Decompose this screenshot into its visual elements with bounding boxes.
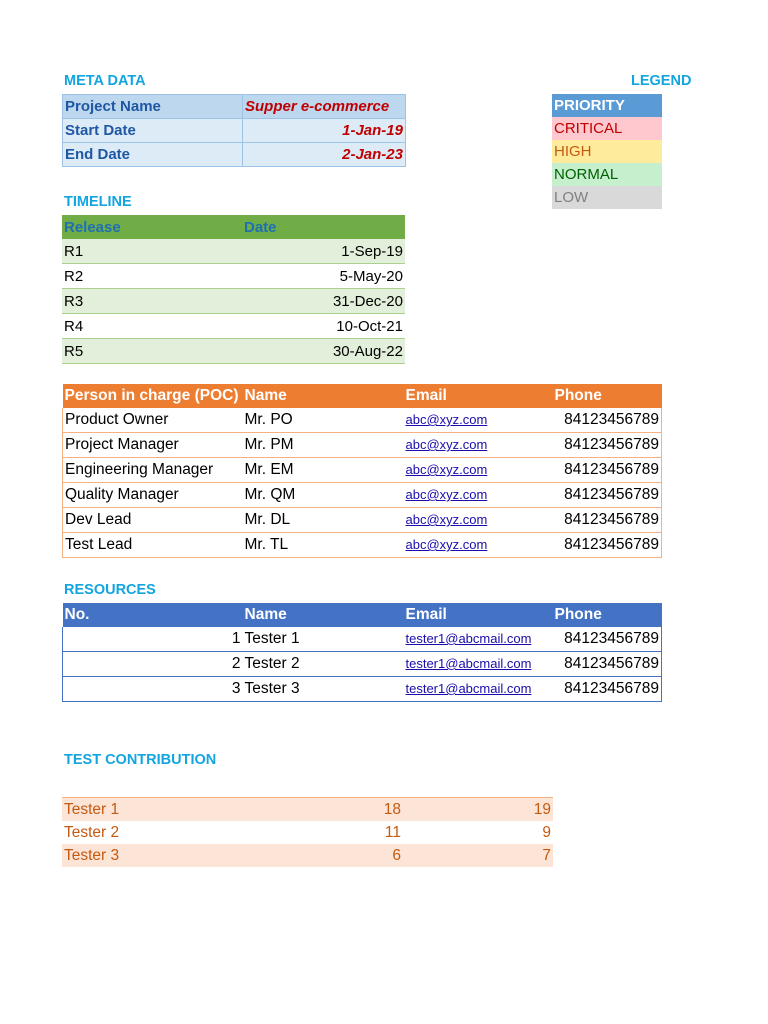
table-row (63, 458, 662, 483)
timeline-header-row (62, 215, 405, 239)
email-cell (404, 508, 553, 533)
email-link[interactable]: abc@xyz.com (405, 412, 488, 427)
release-cell[interactable]: R3 (62, 289, 242, 314)
email-link[interactable]: tester1@abcmail.com (405, 631, 532, 646)
table-row (62, 844, 553, 867)
legend-item-critical[interactable]: CRITICAL (552, 117, 662, 140)
email-cell (404, 408, 553, 433)
email-cell (404, 652, 553, 677)
tester-cell[interactable]: Tester 1 (62, 798, 242, 822)
name-cell[interactable]: Mr. EM (243, 458, 404, 483)
timeline-table (62, 215, 405, 364)
email-link[interactable]: abc@xyz.com (405, 512, 488, 527)
resources-header-email[interactable]: Email (404, 603, 553, 627)
name-cell[interactable]: Tester 1 (243, 627, 404, 652)
email-cell (404, 677, 553, 702)
phone-cell[interactable]: 84123456789 (553, 408, 662, 433)
meta-value[interactable]: 2-Jan-23 (243, 143, 406, 167)
date-cell[interactable]: 30-Aug-22 (242, 339, 405, 364)
table-row (62, 264, 405, 289)
role-cell[interactable]: Dev Lead (63, 508, 243, 533)
meta-row-project-name (63, 95, 406, 119)
table-row (63, 533, 662, 558)
name-cell[interactable]: Mr. QM (243, 483, 404, 508)
meta-label[interactable]: Start Date (63, 119, 243, 143)
resources-header-name[interactable]: Name (243, 603, 404, 627)
table-row (63, 652, 662, 677)
test-contribution-title: TEST CONTRIBUTION (64, 752, 217, 768)
table-row (62, 798, 553, 822)
resources-title: RESOURCES (64, 582, 156, 598)
meta-row-end-date (63, 143, 406, 167)
poc-header-role[interactable]: Person in charge (POC) (63, 384, 243, 408)
name-cell[interactable]: Tester 3 (243, 677, 404, 702)
value-cell[interactable]: 11 (384, 823, 401, 841)
phone-cell[interactable]: 84123456789 (553, 652, 662, 677)
phone-cell[interactable]: 84123456789 (553, 677, 662, 702)
date-cell[interactable]: 5-May-20 (242, 264, 405, 289)
name-cell[interactable]: Mr. PM (243, 433, 404, 458)
table-row (63, 627, 662, 652)
poc-table (62, 384, 662, 558)
timeline-title: TIMELINE (64, 194, 132, 210)
name-cell[interactable]: Mr. TL (243, 533, 404, 558)
test-contribution-table (62, 797, 553, 867)
email-link[interactable]: tester1@abcmail.com (405, 656, 532, 671)
table-row (62, 314, 405, 339)
meta-row-start-date (63, 119, 406, 143)
legend-item-normal[interactable]: NORMAL (552, 163, 662, 186)
email-link[interactable]: abc@xyz.com (405, 437, 488, 452)
value-cell[interactable]: 7 (403, 844, 553, 867)
email-link[interactable]: abc@xyz.com (405, 462, 488, 477)
phone-cell[interactable]: 84123456789 (553, 533, 662, 558)
poc-header-phone[interactable]: Phone (553, 384, 662, 408)
meta-data-title: META DATA (64, 73, 146, 89)
release-cell[interactable]: R5 (62, 339, 242, 364)
table-row (62, 239, 405, 264)
legend-title: LEGEND (631, 73, 692, 89)
tester-cell[interactable]: Tester 3 (62, 844, 242, 867)
email-link[interactable]: abc@xyz.com (405, 487, 488, 502)
value-cell[interactable]: 6 (242, 844, 403, 867)
poc-header-row (63, 384, 662, 408)
phone-cell[interactable]: 84123456789 (553, 483, 662, 508)
date-cell[interactable]: 31-Dec-20 (242, 289, 405, 314)
no-cell[interactable]: 1 (63, 627, 243, 652)
email-cell (404, 483, 553, 508)
table-row (62, 289, 405, 314)
role-cell[interactable]: Quality Manager (63, 483, 243, 508)
resources-table (62, 603, 662, 702)
table-row (63, 433, 662, 458)
release-cell[interactable]: R2 (62, 264, 242, 289)
phone-cell[interactable]: 84123456789 (553, 627, 662, 652)
email-link[interactable]: tester1@abcmail.com (405, 681, 532, 696)
table-row (63, 408, 662, 433)
table-row (63, 483, 662, 508)
legend-panel (552, 73, 768, 223)
poc-header-name[interactable]: Name (243, 384, 404, 408)
email-cell (404, 627, 553, 652)
meta-value[interactable]: Supper e-commerce (243, 95, 406, 119)
email-link[interactable]: abc@xyz.com (405, 537, 488, 552)
date-cell[interactable]: 10-Oct-21 (242, 314, 405, 339)
release-cell[interactable]: R1 (62, 239, 242, 264)
role-cell[interactable]: Project Manager (63, 433, 243, 458)
phone-cell[interactable]: 84123456789 (553, 458, 662, 483)
resources-header-phone[interactable]: Phone (553, 603, 662, 627)
legend-header-priority[interactable]: PRIORITY (552, 94, 662, 117)
email-cell (404, 458, 553, 483)
email-cell (404, 433, 553, 458)
legend-table (552, 94, 662, 209)
meta-label[interactable]: Project Name (63, 95, 243, 119)
resources-header-no[interactable]: No. (63, 603, 243, 627)
value-cell[interactable]: 18 (242, 798, 403, 822)
meta-label[interactable]: End Date (63, 143, 243, 167)
email-cell (404, 533, 553, 558)
phone-cell[interactable]: 84123456789 (553, 508, 662, 533)
date-cell[interactable]: 1-Sep-19 (242, 239, 405, 264)
timeline-header-release[interactable]: Release (62, 215, 242, 239)
value-cell[interactable]: 19 (403, 798, 553, 822)
legend-item-high[interactable]: HIGH (552, 140, 662, 163)
meta-data-table (62, 94, 406, 167)
timeline-header-date[interactable]: Date (242, 215, 405, 239)
poc-header-email[interactable]: Email (404, 384, 553, 408)
tester-cell[interactable]: Tester 2 (64, 823, 120, 841)
no-cell[interactable]: 3 (63, 677, 243, 702)
table-row (63, 677, 662, 702)
meta-value[interactable]: 1-Jan-19 (243, 119, 406, 143)
table-row (63, 508, 662, 533)
release-cell[interactable]: R4 (62, 314, 242, 339)
name-cell[interactable]: Mr. DL (243, 508, 404, 533)
legend-item-low[interactable]: LOW (552, 186, 662, 209)
name-cell[interactable]: Tester 2 (243, 652, 404, 677)
resources-header-row (63, 603, 662, 627)
name-cell[interactable]: Mr. PO (243, 408, 404, 433)
role-cell[interactable]: Product Owner (63, 408, 243, 433)
role-cell[interactable]: Test Lead (63, 533, 243, 558)
no-cell[interactable]: 2 (63, 652, 243, 677)
table-row (62, 339, 405, 364)
role-cell[interactable]: Engineering Manager (63, 458, 243, 483)
phone-cell[interactable]: 84123456789 (553, 433, 662, 458)
value-cell[interactable]: 9 (542, 823, 551, 841)
table-row (62, 821, 553, 844)
